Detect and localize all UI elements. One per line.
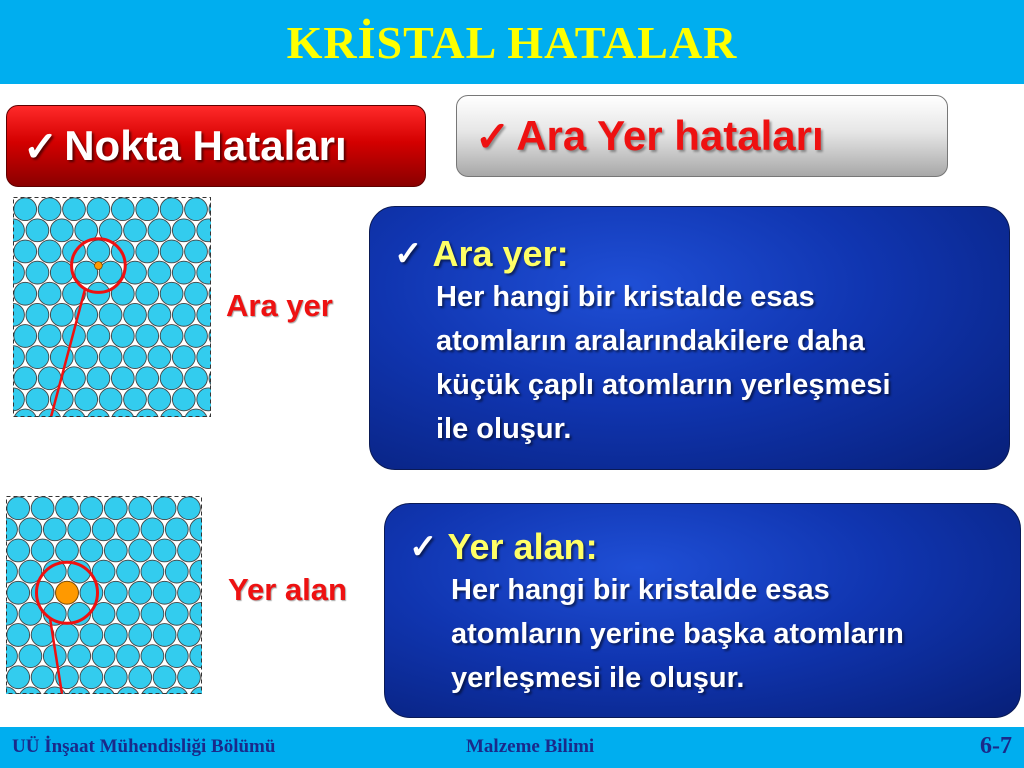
atom xyxy=(7,581,30,604)
check-icon: ✓ xyxy=(394,235,423,273)
atom xyxy=(7,624,30,647)
atom xyxy=(38,240,61,263)
atom xyxy=(111,198,134,221)
atom xyxy=(13,219,24,242)
atom xyxy=(75,388,98,411)
atom xyxy=(185,325,208,348)
slide-title: KRİSTAL HATALAR xyxy=(286,16,738,68)
atom xyxy=(26,303,49,326)
atom xyxy=(117,602,140,625)
substitutional-lattice-diagram xyxy=(6,496,202,694)
footer-bar xyxy=(0,727,1024,768)
atom xyxy=(160,282,183,305)
atom xyxy=(7,666,30,689)
atom xyxy=(124,346,147,369)
atom xyxy=(80,497,103,520)
description-line: yerleşmesi ile oluşur. xyxy=(451,662,745,694)
atom xyxy=(99,346,122,369)
atom xyxy=(178,624,201,647)
atom xyxy=(153,539,176,562)
atom xyxy=(38,282,61,305)
atom xyxy=(148,261,171,284)
atom xyxy=(31,539,54,562)
atom xyxy=(63,198,86,221)
atom xyxy=(87,325,110,348)
atom xyxy=(6,602,17,625)
atom xyxy=(56,624,79,647)
atom xyxy=(38,198,61,221)
atom xyxy=(87,367,110,390)
atom xyxy=(129,539,152,562)
atom xyxy=(185,198,208,221)
atom xyxy=(13,388,24,411)
page-number: 6-7 xyxy=(980,733,1012,759)
atom xyxy=(6,645,17,668)
atom xyxy=(190,602,202,625)
atom xyxy=(104,666,127,689)
atom xyxy=(26,261,49,284)
atom xyxy=(160,367,183,390)
atom xyxy=(165,602,188,625)
description-line: atomların yerine başka atomların xyxy=(451,618,904,650)
atom xyxy=(13,346,24,369)
atom xyxy=(172,388,195,411)
atom xyxy=(124,219,147,242)
atom xyxy=(148,388,171,411)
atom xyxy=(190,518,202,541)
atom xyxy=(75,346,98,369)
atom xyxy=(14,198,37,221)
atom xyxy=(148,303,171,326)
atom xyxy=(99,261,122,284)
atom xyxy=(80,624,103,647)
atom xyxy=(104,624,127,647)
interstitial-heading xyxy=(394,233,1009,275)
atom xyxy=(117,518,140,541)
title-bar xyxy=(0,0,1024,84)
atom xyxy=(172,303,195,326)
atom xyxy=(153,497,176,520)
atom xyxy=(129,581,152,604)
atom xyxy=(197,346,211,369)
atom xyxy=(178,497,201,520)
atom xyxy=(185,282,208,305)
interstitial-description xyxy=(436,275,1009,451)
check-icon: ✓ xyxy=(475,112,511,160)
atom xyxy=(19,518,42,541)
atom xyxy=(14,325,37,348)
atom xyxy=(136,198,159,221)
interstitial-lattice-svg xyxy=(13,197,211,417)
atom xyxy=(172,261,195,284)
atom xyxy=(141,560,164,583)
atom xyxy=(56,539,79,562)
point-defects-header[interactable] xyxy=(6,105,426,187)
substitutional-definition-box xyxy=(384,503,1021,718)
description-line: ile oluşur. xyxy=(436,413,572,445)
interstitial-diagram-label: Ara yer xyxy=(226,288,333,323)
atom xyxy=(43,518,66,541)
atom xyxy=(153,581,176,604)
atom xyxy=(136,282,159,305)
interstitial-defects-label: Ara Yer hataları xyxy=(516,112,824,159)
atom xyxy=(197,303,211,326)
substitutional-description xyxy=(451,568,1020,700)
atom xyxy=(80,666,103,689)
atom xyxy=(160,240,183,263)
interstitial-lattice-diagram xyxy=(13,197,211,417)
atom xyxy=(31,581,54,604)
atom xyxy=(80,539,103,562)
atom xyxy=(136,325,159,348)
atom xyxy=(111,367,134,390)
atom xyxy=(26,219,49,242)
interstitial-atom xyxy=(94,262,102,270)
atom xyxy=(104,581,127,604)
substitutional-heading xyxy=(409,526,1020,568)
atom xyxy=(178,666,201,689)
atom xyxy=(185,240,208,263)
interstitial-defects-header[interactable] xyxy=(456,95,948,177)
atom xyxy=(26,388,49,411)
atom xyxy=(141,645,164,668)
description-line: Her hangi bir kristalde esas xyxy=(436,281,815,313)
atom xyxy=(92,518,115,541)
atom xyxy=(185,367,208,390)
atom xyxy=(148,219,171,242)
atom xyxy=(7,497,30,520)
atom xyxy=(148,346,171,369)
atom xyxy=(178,539,201,562)
atom xyxy=(165,518,188,541)
atom xyxy=(197,219,211,242)
atom xyxy=(197,388,211,411)
atom xyxy=(160,325,183,348)
atom xyxy=(99,303,122,326)
atom xyxy=(117,560,140,583)
atom xyxy=(31,666,54,689)
atom xyxy=(160,198,183,221)
atom xyxy=(50,303,73,326)
atom xyxy=(190,645,202,668)
atom xyxy=(56,497,79,520)
atom xyxy=(13,303,24,326)
atom xyxy=(141,518,164,541)
atom xyxy=(141,602,164,625)
atom xyxy=(197,261,211,284)
substitutional-heading-text: Yer alan: xyxy=(447,526,598,567)
atom xyxy=(165,645,188,668)
atom xyxy=(136,367,159,390)
atom xyxy=(178,581,201,604)
atom xyxy=(14,367,37,390)
atom xyxy=(124,388,147,411)
atom xyxy=(190,560,202,583)
atom xyxy=(104,539,127,562)
atom xyxy=(153,624,176,647)
atom xyxy=(129,666,152,689)
atom xyxy=(124,261,147,284)
atom xyxy=(99,388,122,411)
check-icon: ✓ xyxy=(23,122,59,170)
atom xyxy=(87,240,110,263)
description-line: küçük çaplı atomların yerleşmesi xyxy=(436,369,891,401)
atom xyxy=(14,240,37,263)
atom xyxy=(75,261,98,284)
atom xyxy=(19,645,42,668)
atom xyxy=(209,198,211,221)
atom xyxy=(13,261,24,284)
interstitial-definition-box xyxy=(369,206,1010,470)
atom xyxy=(50,261,73,284)
atom xyxy=(6,560,17,583)
description-line: atomların aralarındakilere daha xyxy=(436,325,865,357)
atom xyxy=(7,539,30,562)
atom xyxy=(38,325,61,348)
atom xyxy=(38,367,61,390)
atom xyxy=(104,497,127,520)
atom xyxy=(68,518,91,541)
atom xyxy=(14,282,37,305)
point-defects-label: Nokta Hataları xyxy=(64,122,347,169)
atom xyxy=(172,219,195,242)
atom xyxy=(63,367,86,390)
atom xyxy=(31,497,54,520)
atom xyxy=(80,581,103,604)
atom xyxy=(87,198,110,221)
atom xyxy=(165,560,188,583)
atom xyxy=(172,346,195,369)
atom xyxy=(129,624,152,647)
footer-department: UÜ İnşaat Mühendisliği Bölümü xyxy=(12,736,276,757)
atom xyxy=(50,219,73,242)
substitutional-atom xyxy=(56,581,79,604)
substitutional-diagram-label: Yer alan xyxy=(228,572,347,607)
check-icon: ✓ xyxy=(409,528,438,566)
atom xyxy=(68,645,91,668)
atom xyxy=(129,497,152,520)
atom xyxy=(6,518,17,541)
interstitial-heading-text: Ara yer: xyxy=(432,233,569,274)
atom xyxy=(153,666,176,689)
atom xyxy=(209,240,211,263)
atom xyxy=(92,645,115,668)
footer-course: Malzeme Bilimi xyxy=(466,736,595,757)
atom xyxy=(111,325,134,348)
atom xyxy=(124,303,147,326)
description-line: Her hangi bir kristalde esas xyxy=(451,574,830,606)
atom xyxy=(26,346,49,369)
substitutional-lattice-svg xyxy=(6,496,202,694)
atom xyxy=(117,645,140,668)
atom xyxy=(136,240,159,263)
